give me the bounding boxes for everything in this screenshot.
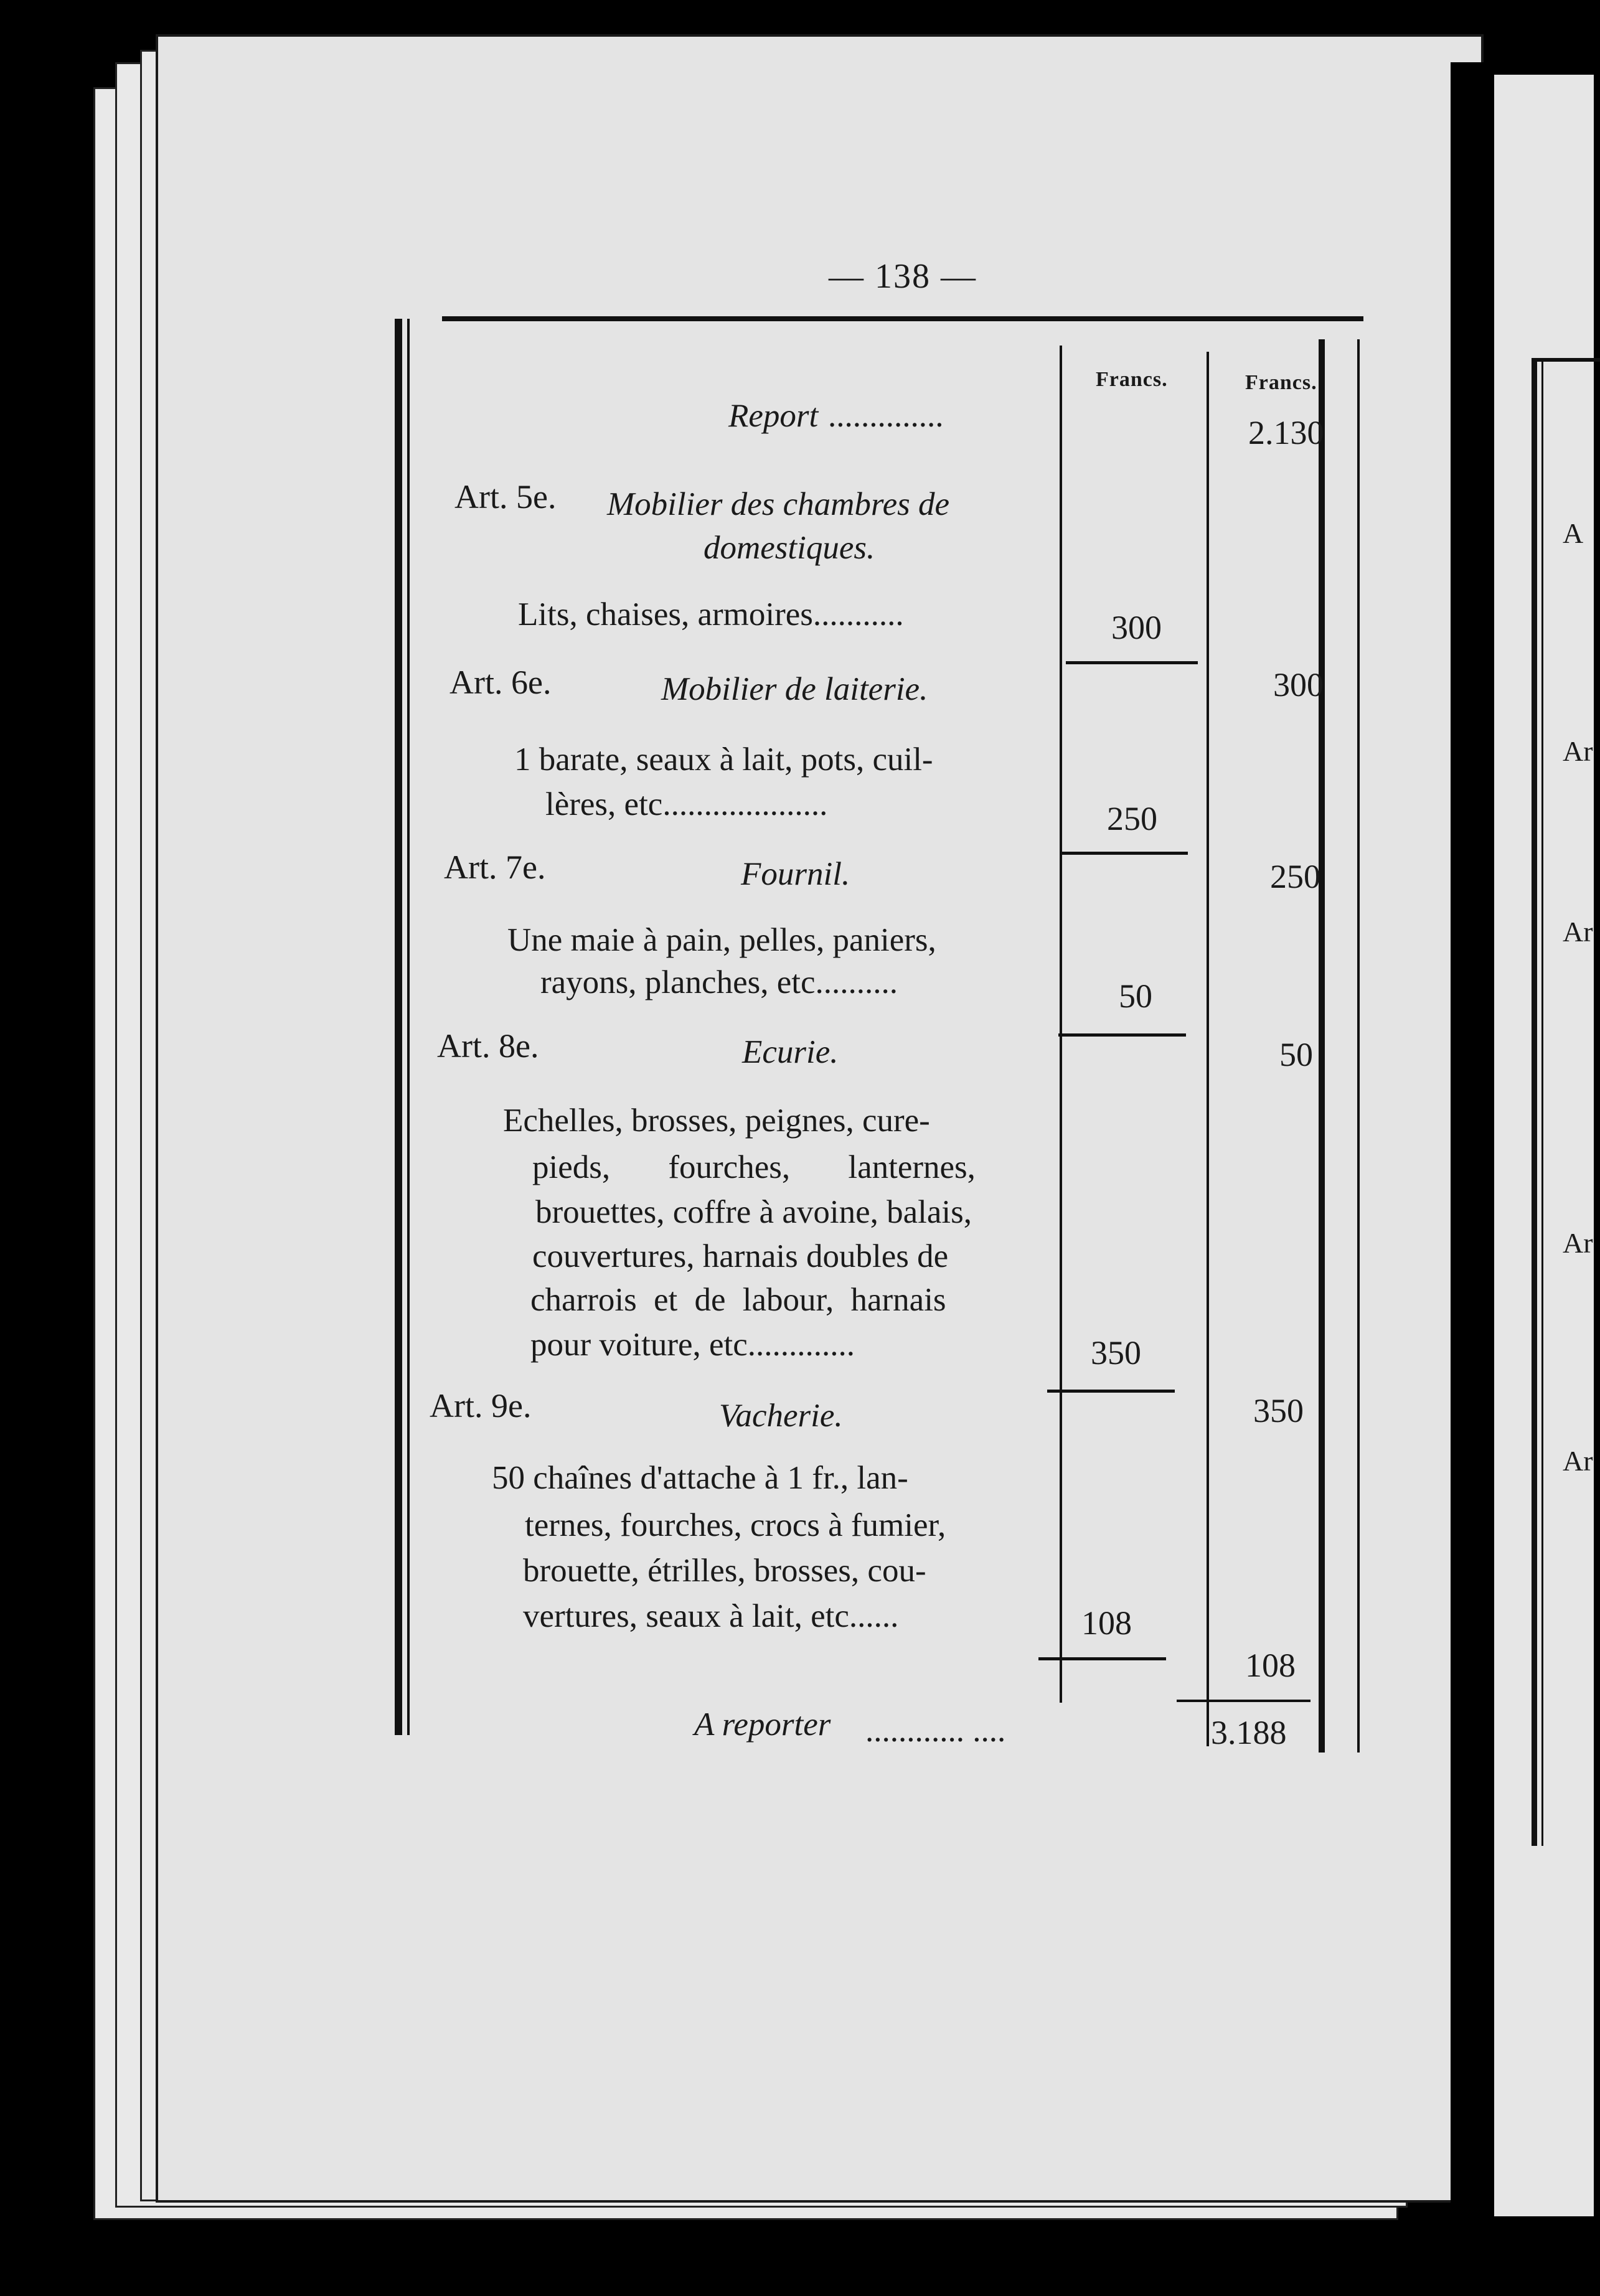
article-number: Art. 6e. bbox=[449, 664, 552, 701]
article-item-line: Une maie à pain, pelles, paniers, bbox=[507, 922, 936, 958]
article-item-line: charrois et de labour, harnais bbox=[530, 1282, 946, 1318]
table-right-rule bbox=[1319, 339, 1325, 1753]
article-item-line: 50 chaînes d'attache à 1 fr., lan- bbox=[492, 1460, 908, 1496]
column-header-francs-2: Francs. bbox=[1245, 371, 1317, 394]
table-left-rule bbox=[395, 319, 402, 1735]
article-title: Mobilier de laiterie. bbox=[661, 671, 928, 707]
article-title: Vacherie. bbox=[719, 1398, 843, 1434]
next-page-text: Ar bbox=[1563, 916, 1593, 948]
total-rule bbox=[1177, 1700, 1311, 1702]
article-item-line: brouettes, coffre à avoine, balais, bbox=[535, 1194, 972, 1230]
article-title: Fournil. bbox=[741, 856, 850, 892]
article-item-line: pieds, fourches, lanternes, bbox=[532, 1149, 976, 1185]
article-title: Mobilier des chambres de bbox=[607, 486, 950, 522]
article-amount: 50 bbox=[1119, 977, 1152, 1015]
a-reporter-label: A reporter bbox=[694, 1706, 831, 1743]
report-total: 2.130 bbox=[1248, 414, 1324, 451]
article-amount: 250 bbox=[1107, 800, 1157, 837]
article-item-line: Lits, chaises, armoires........... bbox=[518, 596, 904, 633]
article-item-line: brouette, étrilles, brosses, cou- bbox=[523, 1553, 926, 1589]
article-carried-total: 300 bbox=[1273, 666, 1324, 703]
column-header-francs-1: Francs. bbox=[1096, 368, 1168, 391]
article-carried-total: 108 bbox=[1245, 1647, 1296, 1684]
article-number: Art. 7e. bbox=[444, 849, 546, 886]
column-divider-2 bbox=[1207, 352, 1209, 1746]
article-item-line: lères, etc.................... bbox=[545, 786, 828, 822]
article-item-line: vertures, seaux à lait, etc...... bbox=[523, 1598, 899, 1634]
column-divider-1 bbox=[1060, 346, 1062, 1703]
article-title: domestiques. bbox=[704, 530, 875, 566]
report-leader-dots: .............. bbox=[828, 398, 944, 434]
article-item-line: rayons, planches, etc.......... bbox=[540, 964, 898, 1000]
subtotal-rule bbox=[1038, 1657, 1166, 1660]
article-carried-total: 250 bbox=[1270, 858, 1320, 895]
table-top-rule bbox=[442, 316, 1363, 321]
article-item-line: couvertures, harnais doubles de bbox=[532, 1238, 949, 1274]
subtotal-rule bbox=[1047, 1390, 1175, 1393]
table-right-rule-inner bbox=[1357, 339, 1360, 1753]
report-label: Report bbox=[728, 398, 819, 434]
article-title: Ecurie. bbox=[742, 1034, 839, 1070]
a-reporter-total: 3.188 bbox=[1211, 1714, 1287, 1751]
article-number: Art. 9e. bbox=[430, 1387, 532, 1424]
subtotal-rule bbox=[1060, 852, 1188, 855]
article-carried-total: 350 bbox=[1253, 1392, 1304, 1429]
article-number: Art. 5e. bbox=[454, 478, 557, 515]
article-amount: 108 bbox=[1081, 1604, 1132, 1642]
article-carried-total: 50 bbox=[1279, 1036, 1313, 1073]
subtotal-rule bbox=[1058, 1033, 1186, 1037]
subtotal-rule bbox=[1066, 661, 1198, 664]
next-page-text: Ar bbox=[1563, 1445, 1593, 1477]
a-reporter-leader-dots: ............ .... bbox=[865, 1713, 1006, 1749]
article-item-line: 1 barate, seaux à lait, pots, cuil- bbox=[514, 741, 933, 778]
article-number: Art. 8e. bbox=[437, 1027, 539, 1065]
page-number: — 138 — bbox=[829, 257, 977, 296]
next-page-text: Ar bbox=[1563, 735, 1593, 767]
article-amount: 350 bbox=[1091, 1334, 1141, 1371]
next-page-text: Ar bbox=[1563, 1227, 1593, 1259]
article-item-line: ternes, fourches, crocs à fumier, bbox=[525, 1507, 946, 1543]
article-item-line: Echelles, brosses, peignes, cure- bbox=[503, 1103, 930, 1139]
article-amount: 300 bbox=[1111, 609, 1162, 646]
table-left-rule-inner bbox=[407, 319, 410, 1735]
article-item-line: pour voiture, etc............. bbox=[530, 1327, 855, 1363]
next-page-text: A bbox=[1563, 517, 1584, 549]
